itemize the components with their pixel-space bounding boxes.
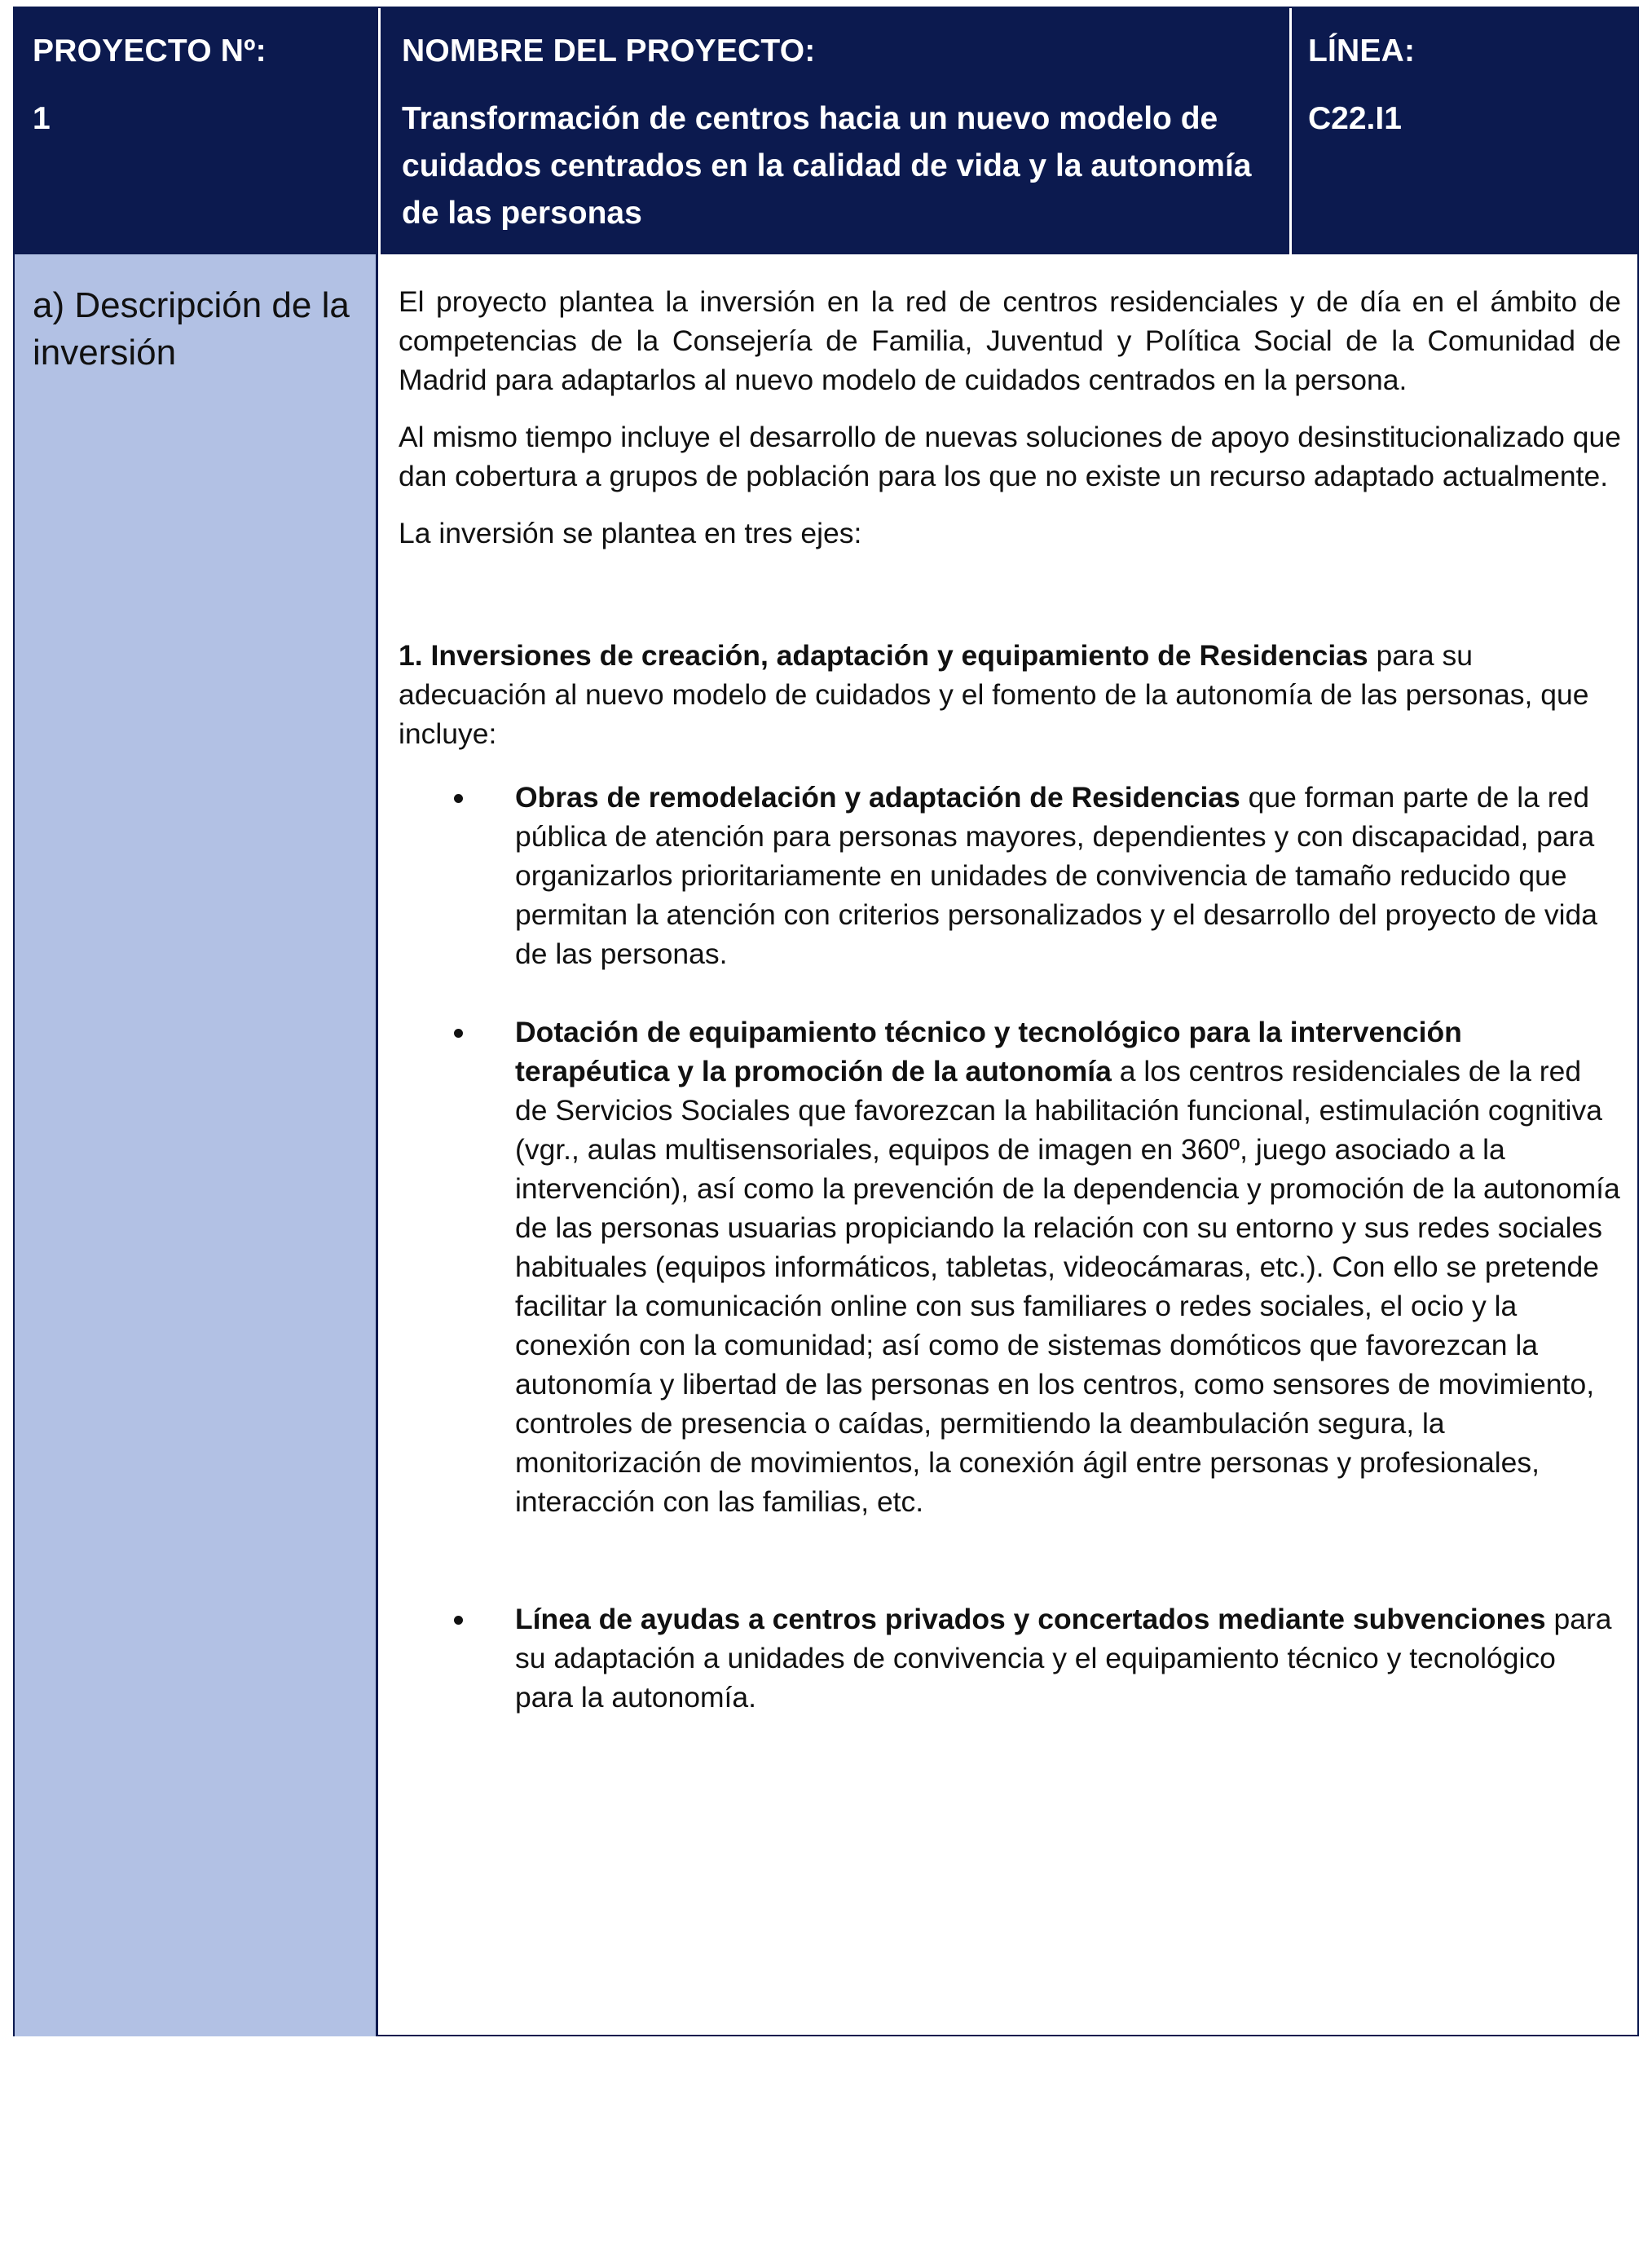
project-line-cell xyxy=(1289,8,1641,254)
bullet-3-text: para su adaptación a unidades de convivencia y el equipamiento técnico y tecnológico para la autonomía. xyxy=(515,1603,1612,1714)
project-name-cell xyxy=(378,8,1289,254)
project-name-label: NOMBRE DEL PROYECTO: xyxy=(402,33,816,68)
axis-1-text: para su adecuación al nuevo modelo de cuidados y el fomento de la autonomía de las personas, que incluye: xyxy=(399,639,1589,750)
axes-intro-paragraph: La inversión se plantea en tres ejes: xyxy=(399,517,862,549)
project-line-value: C22.I1 xyxy=(1308,101,1402,136)
bullet-icon xyxy=(454,1029,463,1038)
list-item xyxy=(399,778,1621,973)
bullet-1-title: Obras de remodelación y adaptación de Residencias xyxy=(515,781,1240,814)
bullet-2-title: Dotación de equipamiento técnico y tecnológico para la intervención terapéutica y la promoción de la autonomía xyxy=(515,1016,1462,1087)
project-name-value: Transformación de centros hacia un nuevo modelo de cuidados centrados en la calidad de vida y la autonomía de las personas xyxy=(402,101,1252,231)
project-number-value: 1 xyxy=(33,101,51,136)
bullet-2-text: a los centros residenciales de la red de Servicios Sociales que favorezcan la habilitación funcional, estimulación cognitiva (vgr., aulas multisensoriales, equipos de imagen en 360º, juego asociado a la intervención), así como la prevención de la dependencia y promoción de la autonomía de las personas usuarias propiciando la relación con su entorno y sus redes sociales habituales (equipos informáticos, tabletas, videocámaras, etc.). Con ello se pretende facilitar la comunicación online con sus familiares o redes sociales, el ocio y la conexión con la comunidad; así como de sistemas domóticos que favorezcan la autonomía y libertad de las personas en los centros, como sensores de movimiento, controles de presencia o caídas, permitiendo la deambulación segura, la monitorización de movimientos, la conexión ágil entre personas y profesionales, interacción con las familias, etc. xyxy=(515,1055,1620,1518)
section-content-cell xyxy=(381,254,1639,2036)
project-line-label: LÍNEA: xyxy=(1308,33,1416,68)
bullet-icon xyxy=(454,1616,463,1625)
project-number-cell xyxy=(15,8,378,254)
axis-1-title: 1. Inversiones de creación, adaptación y equipamiento de Residencias xyxy=(399,639,1368,672)
intro-paragraph: El proyecto plantea la inversión en la red de centros residenciales y de día en el ámbito de competencias de la Consejería de Familia, Juventud y Política Social de la Comunidad de Madrid para adaptarlos al nuevo modelo de cuidados centrados en la persona. xyxy=(399,285,1621,396)
project-number-label: PROYECTO Nº: xyxy=(33,33,267,68)
section-label-cell xyxy=(15,254,378,2036)
project-header xyxy=(15,8,1637,254)
investment-bullet-list xyxy=(399,778,1621,1717)
bullet-icon xyxy=(454,794,463,803)
list-item xyxy=(399,1012,1621,1521)
bullet-3-title: Línea de ayudas a centros privados y concertados mediante subvenciones xyxy=(515,1603,1546,1635)
bullet-1-text: que forman parte de la red pública de atención para personas mayores, dependientes y con discapacidad, para organizarlos prioritariamente en unidades de convivencia de tamaño reducido que permitan la atención con criterios personalizados y el desarrollo del proyecto de vida de las personas. xyxy=(515,781,1598,970)
list-item xyxy=(399,1599,1621,1717)
section-label: a) Descripción de la inversión xyxy=(33,285,350,373)
axis-1-paragraph xyxy=(399,636,1621,753)
desinstitutionalized-paragraph: Al mismo tiempo incluye el desarrollo de nuevas soluciones de apoyo desinstitucionalizado que dan cobertura a grupos de población para los que no existe un recurso adaptado actualmente. xyxy=(399,421,1621,492)
project-sheet xyxy=(13,7,1639,2036)
